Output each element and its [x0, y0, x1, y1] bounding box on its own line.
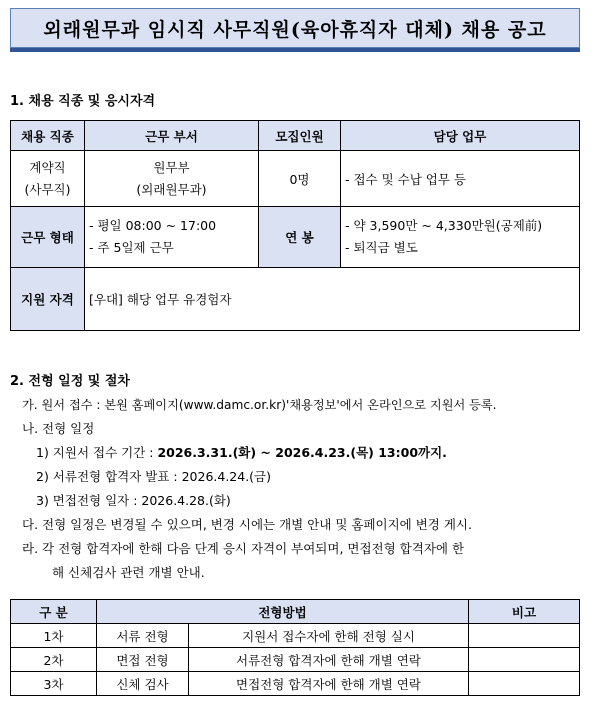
note-cell — [469, 624, 580, 648]
process-list — [10, 393, 585, 585]
process-table — [10, 599, 580, 696]
stage-cell: 1차 — [11, 624, 97, 648]
item-na: 나. 전형 일정 — [22, 421, 95, 436]
salary-cell — [341, 207, 580, 268]
work-form-cell — [85, 207, 259, 268]
work-form-line2: - 주 5일제 근무 — [89, 240, 174, 255]
work-form-line1: - 평일 08:00 ~ 17:00 — [89, 218, 217, 233]
header-headcount: 모집인원 — [259, 121, 341, 151]
section-heading-qualifications: 1. 채용 직종 및 응시자격 — [10, 94, 156, 109]
header-job-type: 채용 직종 — [11, 121, 85, 151]
table-row — [11, 648, 580, 672]
salary-line1: - 약 3,590만 ~ 4,330만원(공제前) — [345, 218, 543, 233]
job-type-cell — [11, 151, 85, 207]
header-duty: 담당 업무 — [341, 121, 580, 151]
job-table — [10, 120, 580, 331]
dept-line2: (외래원무과) — [136, 181, 207, 197]
schedule-1-dates: 2026.3.31.(화) ~ 2026.4.23.(목) 13:00까지. — [157, 445, 447, 460]
qual-value: [우대] 해당 업무 유경험자 — [85, 268, 580, 331]
desc-cell: 지원서 접수자에 한해 전형 실시 — [189, 624, 469, 648]
note-cell — [469, 672, 580, 696]
dept-line1: 원무부 — [153, 159, 190, 175]
item-da: 다. 전형 일정은 변경될 수 있으며, 변경 시에는 개별 안내 및 홈페이지에 변경 게시. — [22, 517, 472, 532]
item-ra-line1: 라. 각 전형 합격자에 한해 다음 단계 응시 자격이 부여되며, 면접전형 합격자에 한 — [22, 541, 465, 556]
work-form-label: 근무 형태 — [11, 207, 85, 268]
table-row — [11, 624, 580, 648]
header-dept: 근무 부서 — [85, 121, 259, 151]
schedule-1 — [10, 441, 585, 465]
method-cell: 서류 전형 — [97, 624, 189, 648]
desc-cell: 면접전형 합격자에 한해 개별 연락 — [189, 672, 469, 696]
duty-cell: - 접수 및 수납 업무 등 — [341, 151, 580, 207]
dept-cell — [85, 151, 259, 207]
stage-cell: 2차 — [11, 648, 97, 672]
job-type-line2: (사무직) — [24, 181, 71, 197]
table-row — [11, 672, 580, 696]
desc-cell: 서류전형 합격자에 한해 개별 연락 — [189, 648, 469, 672]
qual-label: 지원 자격 — [11, 268, 85, 331]
salary-line2: - 퇴직금 별도 — [345, 240, 418, 255]
header-method: 전형방법 — [97, 600, 469, 624]
note-cell — [469, 648, 580, 672]
schedule-1-label: 1) 지원서 접수 기간 : — [36, 445, 158, 460]
item-ga: 가. 원서 접수 : 본원 홈페이지(www.damc.or.kr)'채용정보'에서 온라인으로 지원서 등록. — [22, 398, 497, 412]
method-cell: 신체 검사 — [97, 672, 189, 696]
item-ra-line2: 해 신체검사 관련 개별 안내. — [52, 565, 205, 580]
schedule-2: 2) 서류전형 합격자 발표 : 2026.4.24.(금) — [36, 469, 272, 484]
method-cell: 면접 전형 — [97, 648, 189, 672]
stage-cell: 3차 — [11, 672, 97, 696]
header-stage: 구 분 — [11, 600, 97, 624]
schedule-3: 3) 면접전형 일자 : 2026.4.28.(화) — [36, 493, 231, 508]
salary-label: 연 봉 — [259, 207, 341, 268]
section-heading-process: 2. 전형 일정 및 절차 — [10, 374, 130, 389]
page-title: 외래원무과 임시직 사무직원(육아휴직자 대체) 채용 공고 — [10, 8, 580, 48]
job-type-line1: 계약직 — [29, 159, 66, 175]
header-note: 비고 — [469, 600, 580, 624]
headcount-cell: 0명 — [259, 151, 341, 207]
